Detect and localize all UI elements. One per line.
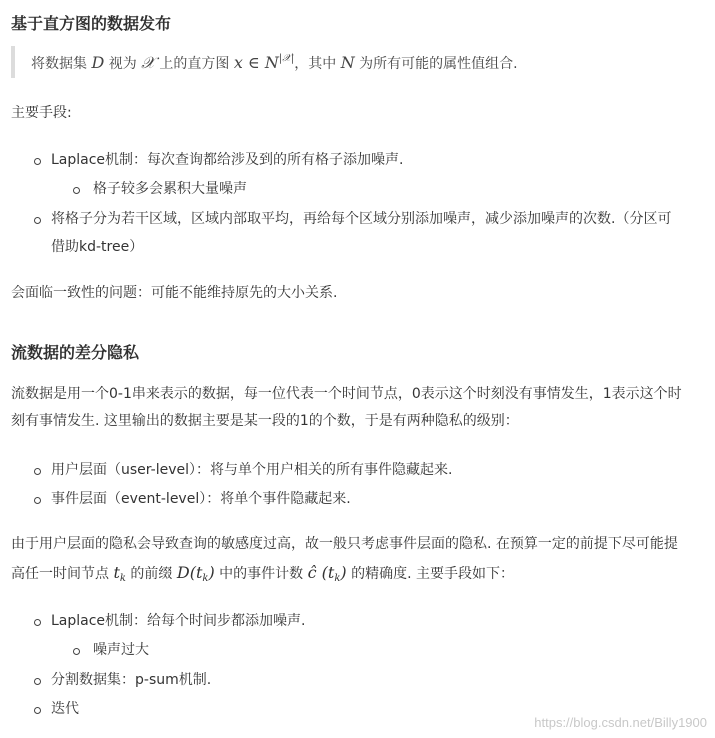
bullet-circle-icon: [34, 619, 41, 626]
list-item: 事件层面（event-level）：将单个事件隐藏起来.: [51, 491, 351, 507]
list-item: 将格子分为若干区域，区域内部取平均，再给每个区域分别添加噪声，减少添加噪声的次数.（分区可: [51, 211, 672, 227]
bullet-circle-icon: [73, 648, 80, 655]
math-D2: D: [176, 563, 190, 582]
para1-line2: 刻有事情发生. 这里输出的数据主要是某一段的1的个数，于是有两种隐私的级别：: [11, 413, 519, 429]
para1-line1: 流数据是用一个0-1串来表示的数据，每一位代表一个时间节点，0表示这个时刻没有事情发生，1表示这个时: [11, 386, 682, 402]
para2-line1: 由于用户层面的隐私会导致查询的敏感度过高，故一般只考虑事件层面的隐私. 在预算一定的前提下尽可能提: [11, 536, 678, 552]
watermark: https://blog.csdn.net/Billy1900: [534, 715, 707, 730]
math-sub-k-inner: k: [202, 573, 209, 584]
means-label: 主要手段:: [11, 105, 72, 121]
quote-text-5: 为所有可能的属性值组合.: [354, 56, 518, 72]
para2-text-1: 高任一时间节点: [11, 566, 114, 582]
bullet-circle-icon: [34, 468, 41, 475]
blockquote-text: [31, 53, 518, 73]
bullet-circle-icon: [34, 158, 41, 165]
quote-text-4: ，其中: [294, 56, 341, 72]
list-item: 分割数据集：p-sum机制.: [51, 672, 212, 688]
math-t-inner: t: [195, 563, 203, 582]
bullet-circle-icon: [34, 707, 41, 714]
bullet-circle-icon: [34, 678, 41, 685]
list-item: 用户层面（user-level）：将与单个用户相关的所有事件隐藏起来.: [51, 462, 453, 478]
math-X: 𝒳: [141, 53, 155, 72]
math-N: N: [264, 53, 279, 72]
math-sub-k: k: [119, 573, 126, 584]
list-item-continuation: 借助kd-tree）: [51, 239, 144, 255]
section-title-stream: 流数据的差分隐私: [11, 343, 140, 362]
math-sup: |𝒳|: [278, 53, 295, 64]
problem-text: 会面临一致性的问题：可能不能维持原先的大小关系.: [11, 285, 338, 301]
list-item: 格子较多会累积大量噪声: [93, 181, 247, 197]
blockquote: [11, 46, 705, 78]
math-t-inner-2: t: [327, 563, 335, 582]
math-paren-close: ): [208, 563, 215, 582]
math-in: ∈: [242, 53, 265, 72]
section-title-histogram: 基于直方图的数据发布: [11, 14, 172, 33]
math-c-hat: ĉ: [307, 563, 317, 582]
list-item: 迭代: [51, 701, 79, 717]
math-paren-open: (: [189, 563, 196, 582]
para2-text-4: 的精确度. 主要手段如下：: [346, 566, 514, 582]
math-x: x: [233, 53, 243, 72]
math-t: t: [113, 563, 120, 582]
quote-text-1: 将数据集: [31, 56, 92, 72]
math-sub-k-inner-2: k: [334, 573, 341, 584]
math-D: D: [91, 53, 105, 72]
math-N2: N: [340, 53, 355, 72]
math-paren-open-2: (: [316, 563, 328, 582]
bullet-circle-icon: [34, 497, 41, 504]
quote-text-2: 视为: [104, 56, 142, 72]
para2-text-2: 的前缀: [125, 566, 177, 582]
bullet-circle-icon: [34, 217, 41, 224]
bullet-circle-icon: [73, 187, 80, 194]
list-item: 噪声过大: [93, 642, 149, 658]
para2-line2: [11, 559, 514, 592]
quote-text-3: 上的直方图: [154, 56, 234, 72]
math-paren-close-2: ): [340, 563, 347, 582]
para2-text-3: 中的事件计数: [214, 566, 308, 582]
list-item: Laplace机制：给每个时间步都添加噪声.: [51, 613, 306, 629]
list-item: Laplace机制：每次查询都给涉及到的所有格子添加噪声.: [51, 152, 404, 168]
